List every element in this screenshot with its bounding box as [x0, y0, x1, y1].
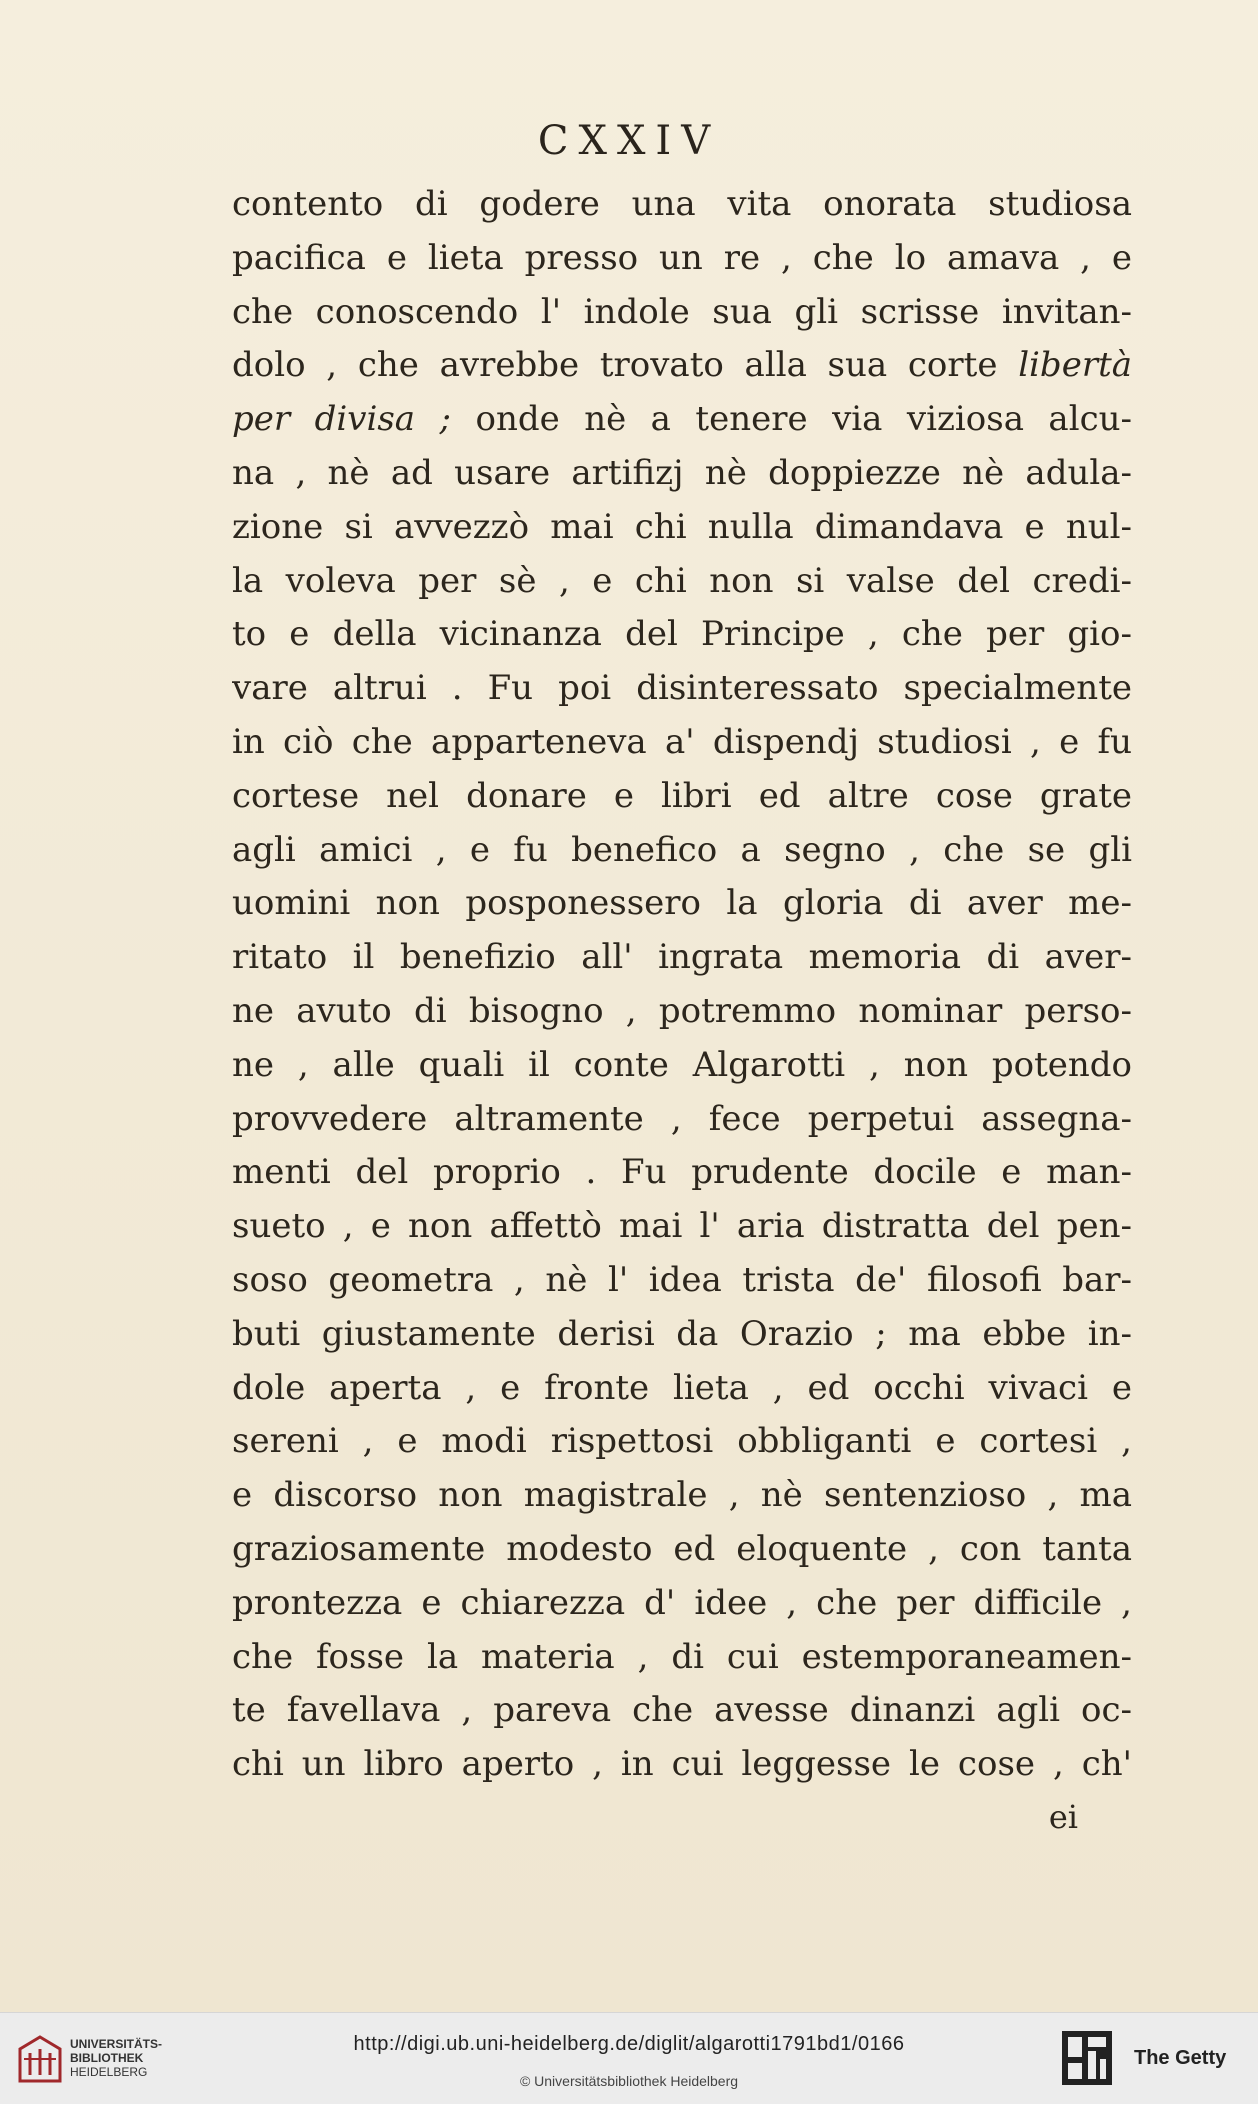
text-line: soso geometra , nè l' idea trista de' filosofi bar-: [232, 1259, 1132, 1300]
text-line: in ciò che apparteneva a' dispendj studiosi , e fu: [232, 721, 1132, 762]
text-line: e discorso non magistrale , nè sentenzioso , ma: [232, 1475, 1132, 1516]
getty-logo-icon: [1060, 2029, 1114, 2087]
text-line: cortese nel donare e libri ed altre cose grate: [232, 775, 1132, 816]
text-line: vare altrui . Fu poi disinteressato specialmente: [232, 668, 1132, 709]
text-line: agli amici , e fu benefico a segno , che se gli: [232, 829, 1132, 870]
text-line: graziosamente modesto ed eloquente , con tanta: [232, 1528, 1132, 1569]
catchword: ei: [1048, 1798, 1078, 1836]
text-line: pacifica e lieta presso un re , che lo amava , e: [232, 237, 1132, 278]
text-line: uomini non posponessero la gloria di aver me-: [232, 883, 1132, 924]
text-line: menti del proprio . Fu prudente docile e man-: [232, 1152, 1132, 1193]
text-line: che fosse la materia , di cui estemporaneamen-: [232, 1636, 1132, 1677]
text-line: la voleva per sè , e chi non si valse del credi-: [232, 560, 1132, 601]
text-line: na , nè ad usare artifizj nè doppiezze nè adula-: [232, 452, 1132, 493]
page-number-header: CXXIV: [537, 118, 721, 164]
text-line: provvedere altramente , fece perpetui assegna-: [232, 1098, 1132, 1139]
viewer-footer: [0, 2012, 1258, 2104]
text-line: prontezza e chiarezza d' idee , che per difficile ,: [232, 1582, 1132, 1623]
partner-name: The Getty: [1134, 2047, 1227, 2069]
text-line: chi un libro aperto , in cui leggesse le cose , ch': [232, 1744, 1132, 1785]
text-line: te favellava , pareva che avesse dinanzi agli oc-: [232, 1690, 1132, 1731]
permalink-url[interactable]: http://digi.ub.uni-heidelberg.de/diglit/algarotti1791bd1/0166: [353, 2033, 905, 2055]
text-line: sereni , e modi rispettosi obbliganti e cortesi ,: [232, 1421, 1132, 1462]
text-line: ritato il benefizio all' ingrata memoria di aver-: [232, 937, 1132, 978]
text-line: contento di godere una vita onorata studiosa: [232, 184, 1132, 224]
italic-word: libertà: [1018, 345, 1132, 386]
library-name: UNIVERSITÄTS- BIBLIOTHEK HEIDELBERG: [70, 2037, 163, 2079]
copyright-notice: © Universitätsbibliothek Heidelberg: [519, 2073, 739, 2089]
text-line: buti giustamente derisi da Orazio ; ma ebbe in-: [232, 1313, 1132, 1354]
text-line: zione si avvezzò mai chi nulla dimandava e nul-: [232, 506, 1132, 547]
body-text: [232, 178, 1132, 1792]
text-line: to e della vicinanza del Principe , che per gio-: [232, 614, 1132, 655]
text-line: che conoscendo l' indole sua gli scrisse invitan-: [232, 291, 1132, 332]
text-line: ne , alle quali il conte Algarotti , non potendo: [232, 1044, 1132, 1085]
text-line: [232, 393, 1132, 447]
text-fragment: onde nè a tenere via viziosa alcu-: [475, 399, 1132, 440]
text-line: [232, 339, 1132, 393]
text-line: sueto , e non affettò mai l' aria distratta del pen-: [232, 1206, 1132, 1247]
text-line: dole aperta , e fronte lieta , ed occhi vivaci e: [232, 1367, 1132, 1408]
text-line: ne avuto di bisogno , potremmo nominar perso-: [232, 990, 1132, 1031]
italic-phrase: per divisa ;: [232, 399, 451, 440]
text-fragment: dolo , che avrebbe trovato alla sua corte: [232, 345, 998, 386]
